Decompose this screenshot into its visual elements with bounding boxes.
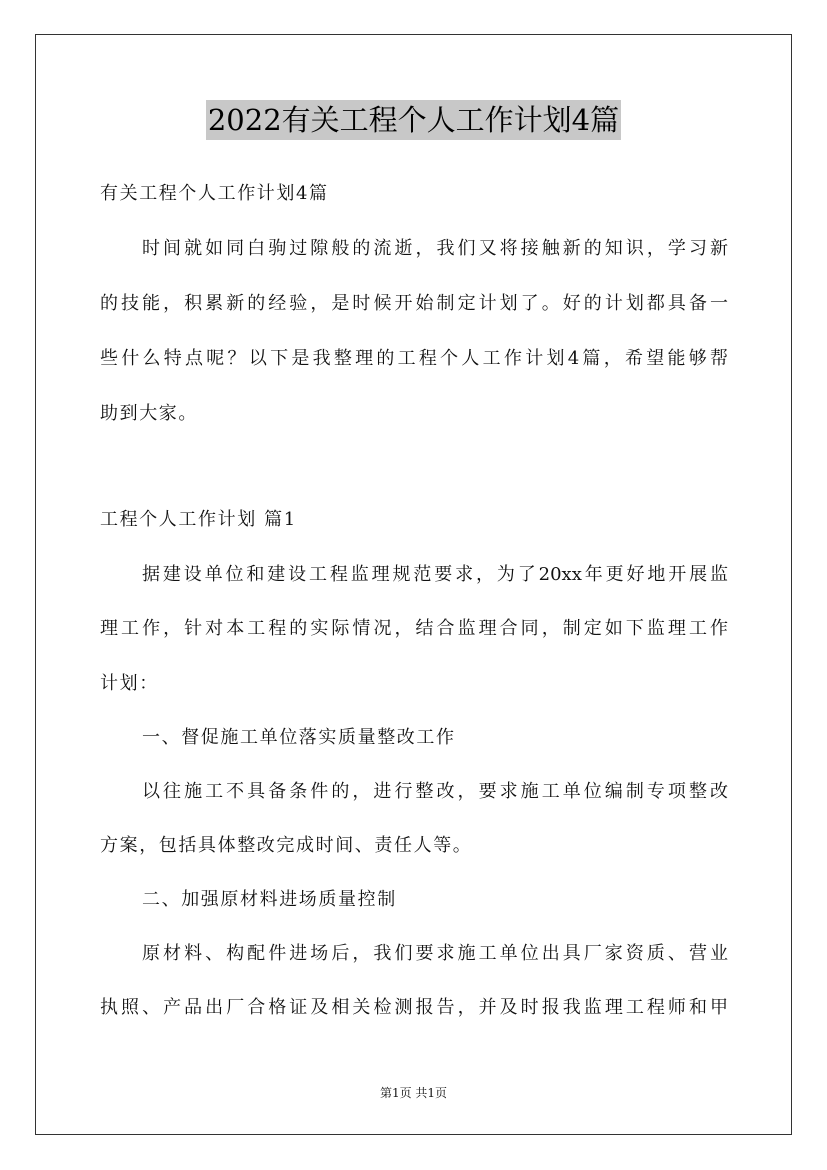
paragraph-line: 执照、产品出厂合格证及相关检测报告，并及时报我监理工程师和甲 <box>100 997 728 1018</box>
page-number-footer: 第1页 共1页 <box>379 1086 448 1100</box>
item-heading-2: 二、加强原材料进场质量控制 <box>142 889 397 910</box>
paragraph-line: 据建设单位和建设工程监理规范要求，为了20xx年更好地开展监 <box>142 564 728 585</box>
intro-line-3: 些什么特点呢？以下是我整理的工程个人工作计划4篇，希望能够帮 <box>100 348 728 369</box>
intro-line-1: 时间就如同白驹过隙般的流逝，我们又将接触新的知识，学习新 <box>142 238 728 259</box>
document-subtitle: 有关工程个人工作计划4篇 <box>100 183 329 204</box>
intro-line-2: 的技能，积累新的经验，是时候开始制定计划了。好的计划都具备一 <box>100 293 728 314</box>
intro-line-4: 助到大家。 <box>100 403 198 424</box>
title-wrap <box>0 100 827 140</box>
paragraph-line: 计划： <box>100 673 159 694</box>
paragraph-line: 理工作，针对本工程的实际情况，结合监理合同，制定如下监理工作 <box>100 618 728 639</box>
section-heading: 工程个人工作计划 篇1 <box>100 509 297 530</box>
document-title: 2022有关工程个人工作计划4篇 <box>206 100 621 140</box>
paragraph-line: 方案，包括具体整改完成时间、责任人等。 <box>100 835 473 856</box>
paragraph-line: 原材料、构配件进场后，我们要求施工单位出具厂家资质、营业 <box>142 943 728 964</box>
paragraph-line: 以往施工不具备条件的，进行整改，要求施工单位编制专项整改 <box>142 781 728 802</box>
item-heading-1: 一、督促施工单位落实质量整改工作 <box>142 727 456 748</box>
